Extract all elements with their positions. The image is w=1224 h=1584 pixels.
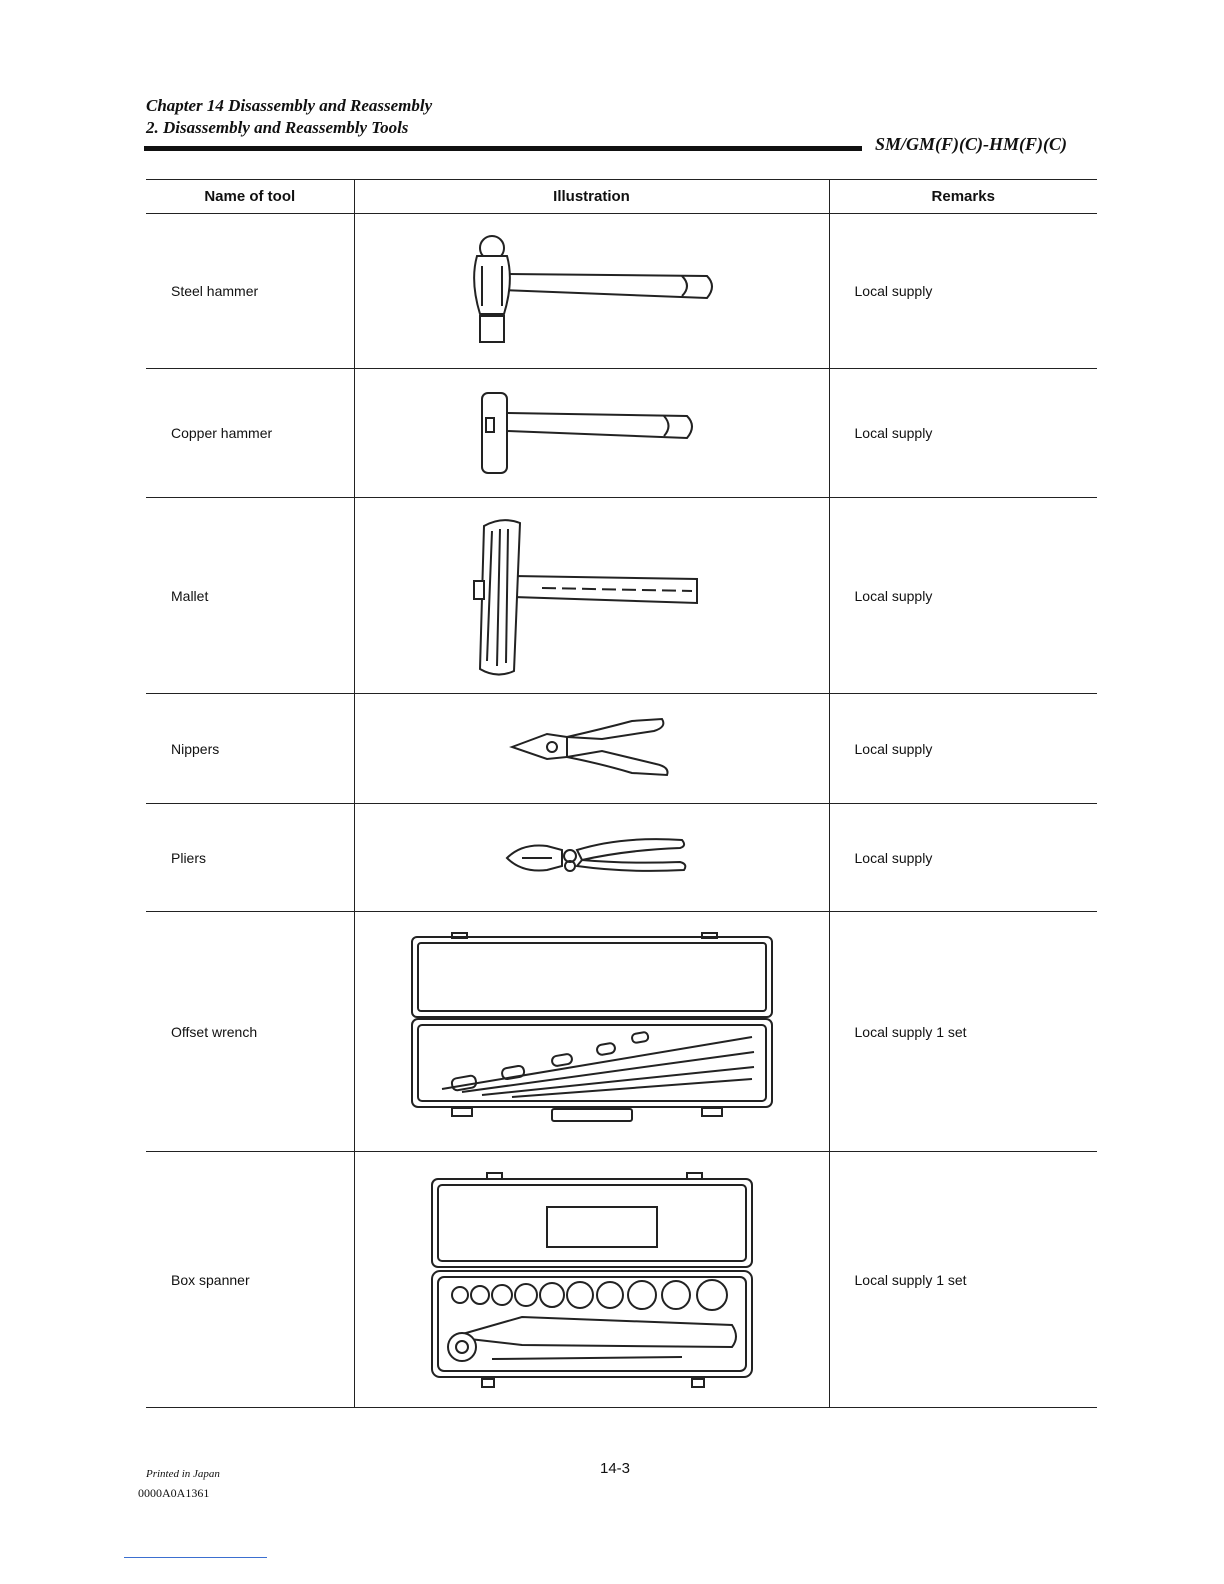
tool-remarks: Local supply [829,694,1097,804]
printed-in-japan: Printed in Japan [146,1468,220,1480]
tool-remarks: Local supply [829,498,1097,694]
page-number: 14-3 [600,1460,631,1477]
table-row [146,804,1097,912]
table-row [146,214,1097,369]
tool-remarks: Local supply [829,804,1097,912]
nippers-icon [442,709,742,789]
table-row [146,912,1097,1152]
tool-name: Steel hammer [146,214,354,369]
table-row [146,694,1097,804]
section-title: 2. Disassembly and Reassembly Tools [146,118,409,137]
tool-remarks: Local supply [829,214,1097,369]
tool-illustration [354,369,829,498]
tool-name: Nippers [146,694,354,804]
tool-illustration [354,1152,829,1408]
tool-remarks: Local supply [829,369,1097,498]
tool-illustration [354,912,829,1152]
table-header-row [146,180,1097,214]
tool-name: Pliers [146,804,354,912]
tool-illustration [354,214,829,369]
tools-table [146,179,1097,1408]
box-spanner-set-icon [422,1167,762,1392]
header-rule [144,146,862,151]
model-code: SM/GM(F)(C)-HM(F)(C) [875,134,1067,154]
mallet-icon [442,511,742,681]
column-header-illustration: Illustration [354,180,829,214]
tool-name: Box spanner [146,1152,354,1408]
tool-remarks: Local supply 1 set [829,912,1097,1152]
offset-wrench-set-icon [402,927,782,1137]
document-code: 0000A0A1361 [138,1486,210,1500]
chapter-title: Chapter 14 Disassembly and Reassembly [146,96,433,115]
tool-name: Copper hammer [146,369,354,498]
tool-name: Offset wrench [146,912,354,1152]
tool-remarks: Local supply 1 set [829,1152,1097,1408]
table-row [146,498,1097,694]
tool-illustration [354,694,829,804]
column-header-remarks: Remarks [829,180,1097,214]
pliers-icon [442,818,742,898]
table-row [146,1152,1097,1408]
link-underline [124,1557,267,1558]
table-row [146,369,1097,498]
tool-name: Mallet [146,498,354,694]
copper-hammer-icon [442,383,742,483]
steel-hammer-icon [442,226,742,356]
tool-illustration [354,804,829,912]
column-header-name: Name of tool [146,180,354,214]
tool-illustration [354,498,829,694]
